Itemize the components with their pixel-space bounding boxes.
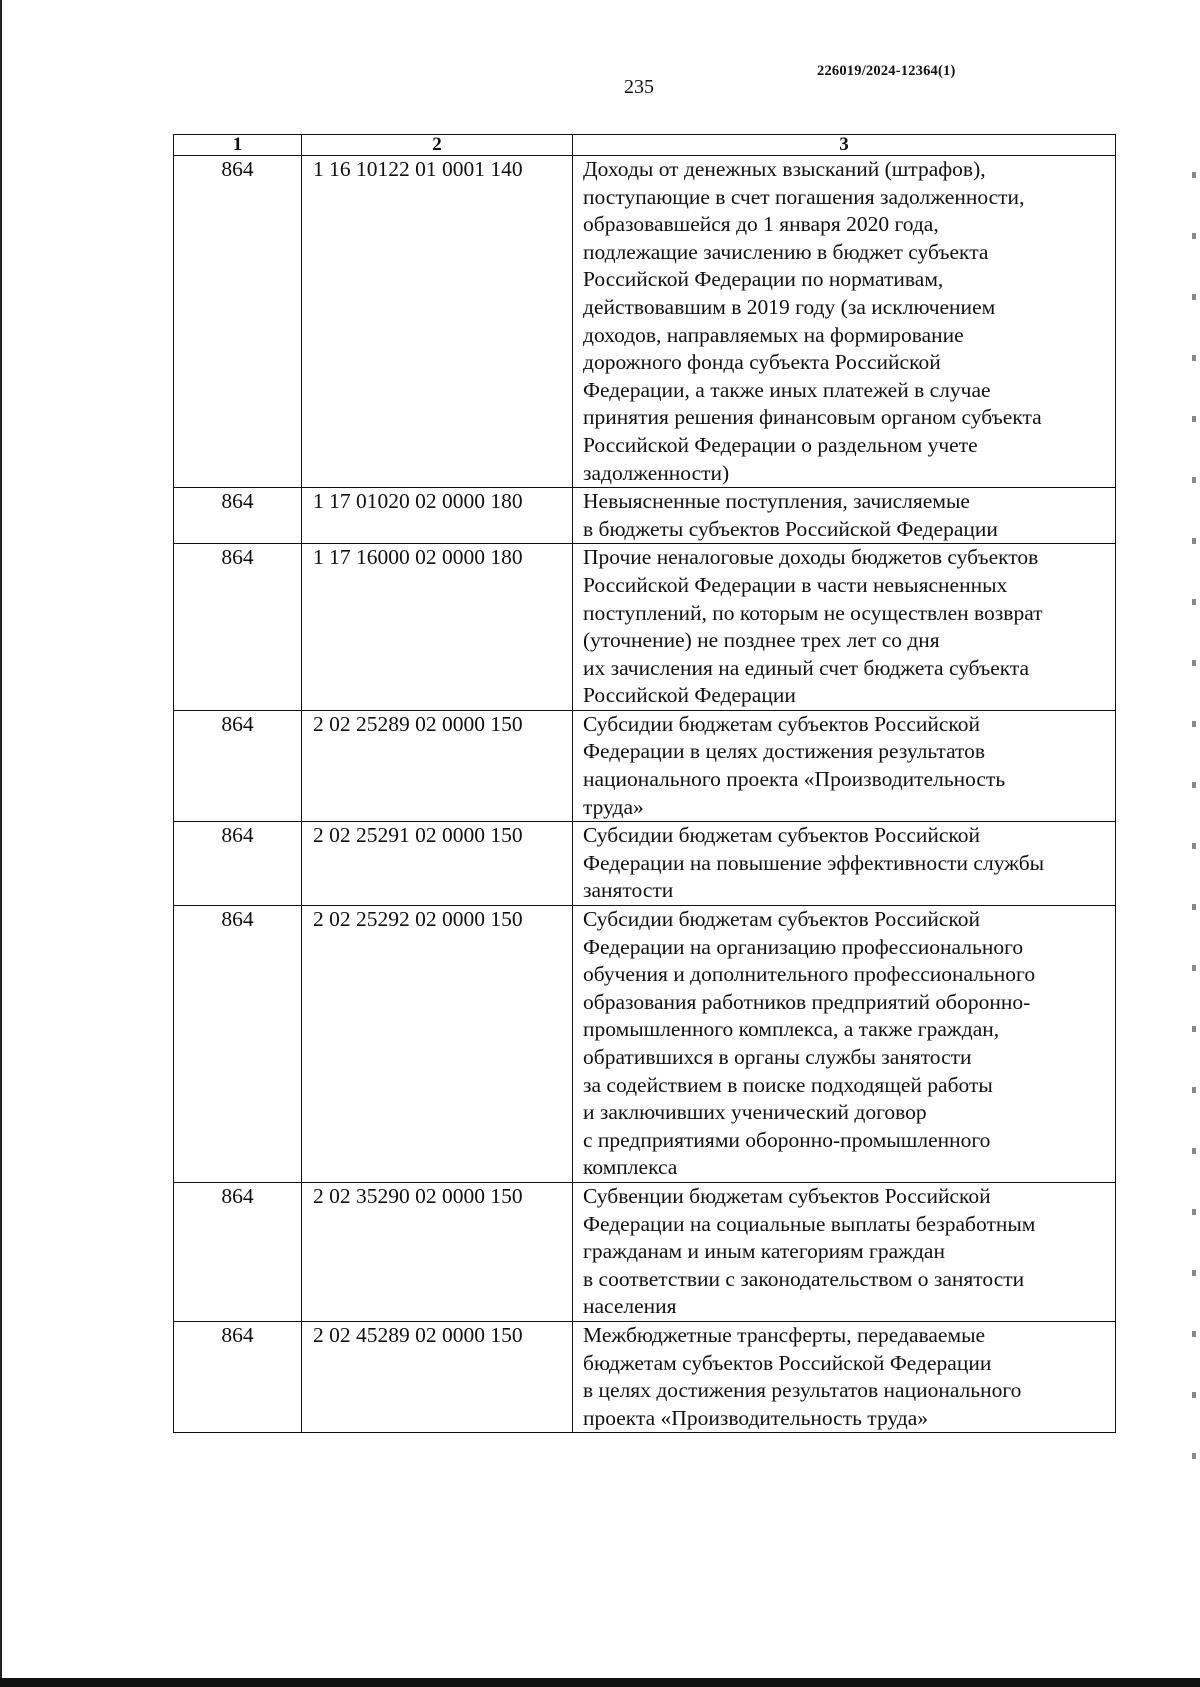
income-name-line: Доходы от денежных взысканий (штрафов), — [583, 157, 986, 181]
budget-code-cell: 1 17 16000 02 0000 180 — [302, 544, 573, 711]
income-name-line: принятия решения финансовым органом субъекта — [583, 405, 1042, 430]
table-row — [174, 488, 1116, 544]
document-number: 226019/2024-12364(1) — [817, 63, 956, 79]
budget-code-cell: 2 02 25292 02 0000 150 — [302, 906, 573, 1183]
admin-code-cell: 864 — [174, 488, 302, 544]
income-name-line: занятости — [583, 878, 674, 903]
income-name-line: Субсидии бюджетам субъектов Российской — [583, 907, 981, 932]
admin-code-cell: 864 — [174, 156, 302, 488]
income-name-line: доходов, направляемых на формирование — [583, 322, 964, 347]
income-name-cell — [573, 822, 1116, 906]
admin-code-cell: 864 — [174, 544, 302, 711]
income-name-cell — [573, 906, 1116, 1183]
income-name-line: их зачисления на единый счет бюджета субъекта — [583, 655, 1030, 680]
income-name-line: Субвенции бюджетам субъектов Российской — [583, 1183, 991, 1208]
income-name-line: в соответствии с законодательством о занятости — [583, 1266, 1025, 1291]
budget-classification-table — [173, 134, 1116, 1433]
table-row — [174, 544, 1116, 711]
scan-marks-right — [1192, 150, 1196, 1470]
budget-code-cell: 1 17 01020 02 0000 180 — [302, 488, 573, 544]
income-name-cell — [573, 544, 1116, 711]
income-name-line: Федерации на социальные выплаты безработным — [583, 1211, 1036, 1236]
income-name-line: Федерации в целях достижения результатов — [583, 739, 986, 764]
income-name-line: Федерации на повышение эффективности службы — [583, 850, 1045, 875]
income-name-line: Российской Федерации в части невыясненных — [583, 572, 1008, 597]
income-name-line: Российской Федерации о раздельном учете — [583, 432, 978, 457]
income-name-cell — [573, 710, 1116, 821]
income-name-cell — [573, 1182, 1116, 1321]
income-name-line: обратившихся в органы службы занятости — [583, 1045, 972, 1069]
admin-code-cell: 864 — [174, 906, 302, 1183]
income-name-cell — [573, 1321, 1116, 1432]
income-name-line: населения — [583, 1294, 677, 1319]
budget-code-cell: 2 02 45289 02 0000 150 — [302, 1321, 573, 1432]
income-name-line: промышленного комплекса, а также граждан, — [583, 1017, 1000, 1042]
table-body — [174, 156, 1116, 1433]
admin-code-cell: 864 — [174, 1321, 302, 1432]
income-name-line: задолженности) — [583, 460, 730, 485]
income-name-line: Российской Федерации по нормативам, — [583, 267, 944, 292]
column-header-1: 1 — [174, 135, 302, 156]
scan-edge-bottom — [0, 1678, 1200, 1687]
income-name-cell — [573, 156, 1116, 488]
income-name-line: Невыясненные поступления, зачисляемые — [583, 489, 970, 514]
income-name-line: комплекса — [583, 1155, 678, 1180]
income-name-line: гражданам и иным категориям граждан — [583, 1239, 945, 1264]
budget-code-cell: 2 02 25289 02 0000 150 — [302, 710, 573, 821]
income-name-line: за содействием в поиске подходящей работы — [583, 1072, 993, 1097]
income-name-line: Федерации на организацию профессионального — [583, 934, 1024, 959]
income-name-line: проекта «Производительность труда» — [583, 1405, 929, 1430]
scan-edge-left — [0, 0, 2, 1687]
admin-code-cell: 864 — [174, 822, 302, 906]
income-name-line: в целях достижения результатов национального — [583, 1378, 1022, 1403]
column-header-2: 2 — [302, 135, 573, 156]
income-name-line: подлежащие зачислению в бюджет субъекта — [583, 239, 989, 264]
page-number: 235 — [624, 76, 654, 98]
table-row — [174, 822, 1116, 906]
table-row — [174, 1182, 1116, 1321]
budget-code-cell: 2 02 25291 02 0000 150 — [302, 822, 573, 906]
income-name-line: бюджетам субъектов Российской Федерации — [583, 1350, 992, 1375]
income-name-line: дорожного фонда субъекта Российской — [583, 350, 941, 375]
table-header-row — [174, 135, 1116, 156]
income-name-line: национального проекта «Производительность — [583, 767, 1006, 792]
income-name-line: поступлений, по которым не осуществлен возврат — [583, 600, 1043, 625]
income-name-line: образования работников предприятий оборонно- — [583, 989, 1031, 1014]
income-name-line: Субсидии бюджетам субъектов Российской — [583, 823, 981, 848]
income-name-line: поступающие в счет погашения задолженности, — [583, 184, 1025, 209]
table-row — [174, 1321, 1116, 1432]
income-name-line: Прочие неналоговые доходы бюджетов субъектов — [583, 545, 1039, 570]
column-header-3: 3 — [573, 135, 1116, 156]
income-name-line: Российской Федерации — [583, 683, 796, 708]
income-name-line: труда» — [583, 794, 644, 819]
income-name-line: действовавшим в 2019 году (за исключением — [583, 294, 996, 319]
income-name-line: с предприятиями оборонно-промышленного — [583, 1127, 991, 1152]
income-name-line: (уточнение) не позднее трех лет со дня — [583, 628, 940, 653]
income-name-line: Межбюджетные трансферты, передаваемые — [583, 1322, 986, 1347]
income-name-cell — [573, 488, 1116, 544]
budget-code-cell: 1 16 10122 01 0001 140 — [302, 156, 573, 488]
table-row — [174, 156, 1116, 488]
table-row — [174, 710, 1116, 821]
budget-code-cell: 2 02 35290 02 0000 150 — [302, 1182, 573, 1321]
income-name-line: Федерации, а также иных платежей в случае — [583, 377, 991, 402]
admin-code-cell: 864 — [174, 710, 302, 821]
income-name-line: образовавшейся до 1 января 2020 года, — [583, 212, 939, 237]
income-name-line: в бюджеты субъектов Российской Федерации — [583, 516, 998, 541]
income-name-line: и заключивших ученический договор — [583, 1100, 927, 1125]
table-row — [174, 906, 1116, 1183]
admin-code-cell: 864 — [174, 1182, 302, 1321]
income-name-line: обучения и дополнительного профессионального — [583, 962, 1036, 987]
income-name-line: Субсидии бюджетам субъектов Российской — [583, 711, 981, 736]
